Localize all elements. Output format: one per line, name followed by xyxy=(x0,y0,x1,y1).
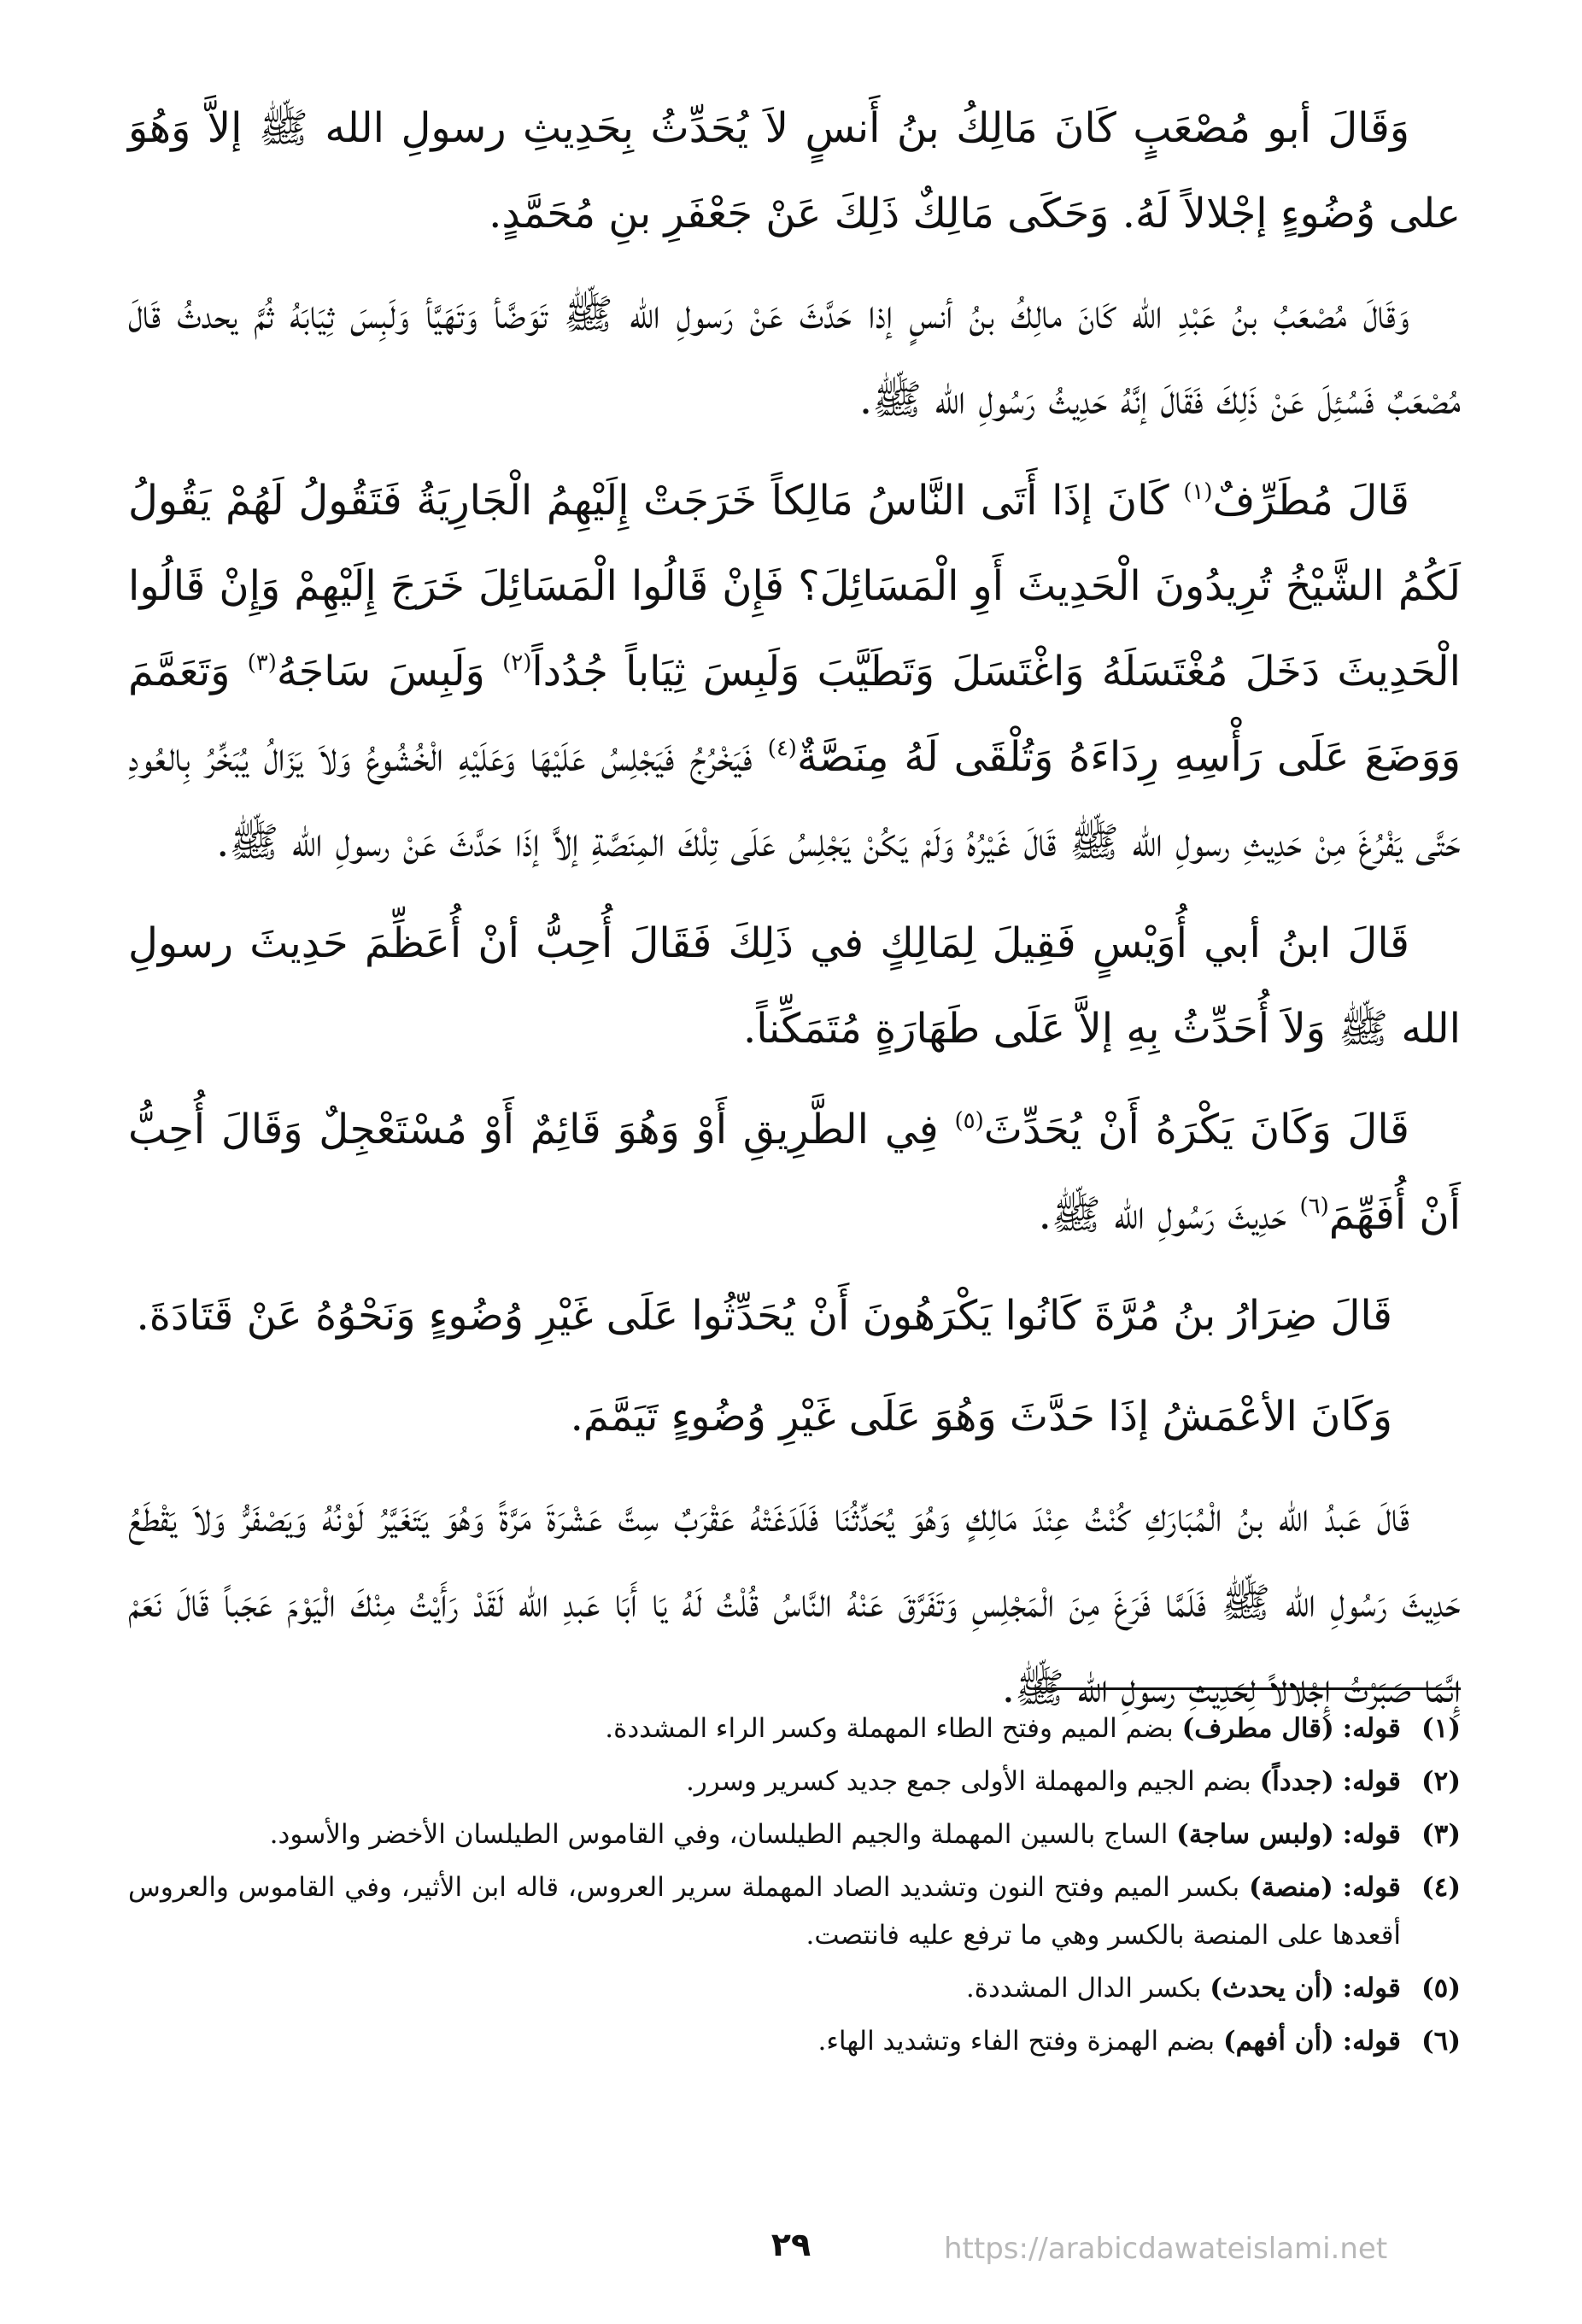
paragraph: وَقَالَ مُصْعَبُ بنُ عَبْدِ الله كَانَ مالِكُ بنُ أنسٍ إذا حَدَّثَ عَنْ رَسولِ الله ﷺ تَوَضَّأ وَتَهَيَّأ وَلَبِسَ ثِيَابَهُ ثُمَّ يحدثُ قَالَ مُصْعَبٌ فَسُئِلَ عَنْ ذَلِكَ فَقَالَ إنَّهُ حَدِيثُ رَسُولِ الله ﷺ. xyxy=(128,290,1461,424)
footnote-text: الساج بالسين المهملة والجيم الطيلسان، وفي القاموس الطيلسان الأخضر والأسود. xyxy=(269,1819,1177,1850)
footnote-key: قوله: xyxy=(1342,1819,1401,1850)
paragraph-text: قَالَ وَكَانَ يَكْرَهُ أَنْ يُحَدِّثَ xyxy=(983,1106,1409,1153)
footnote-term: (أن يحدث) xyxy=(1210,1973,1334,2004)
paragraph: وَقَالَ أبو مُصْعَبٍ كَانَ مَالِكُ بنُ أَنسٍ لاَ يُحَدِّثُ بِحَدِيثِ رسولِ الله ﷺ إلاَّ وَهُوَ على وُضُوءٍ إجْلالاً لَهُ. وَحَكَى مَالِكٌ ذَلِكَ عَنْ جَعْفَرِ بنِ مُحَمَّدٍ. xyxy=(128,104,1461,238)
paragraph-text: فَيَخْرُجُ فَيَجْلِسُ عَلَيْهَا وَعَلَيْهِ الْخُشُوعُ وَلاَ يَزَالُ يُبَخِّرُ بِالعُودِ حَتَّى يَفْرُغَ مِنْ حَدِيثِ رسولِ الله ﷺ قَالَ غَيْرُهُ وَلَمْ يَكُنْ يَجْلِسُ عَلَى تِلْكَ المِنَصَّةِ إلاَّ إذَا حَدَّثَ عَنْ رسولِ الله ﷺ. xyxy=(128,733,1461,866)
footnote-body xyxy=(128,1810,1401,1858)
paragraph: قَالَ ابنُ أبي أُوَيْسٍ فَقِيلَ لِمَالِكٍ في ذَلِكَ فَقَالَ أُحِبُّ أنْ أُعَظِّمَ حَدِيثَ رسولِ الله ﷺ وَلاَ أُحَدِّثُ بِهِ إلاَّ عَلَى طَهَارَةٍ مُتَمَكِّناً. xyxy=(128,919,1461,1053)
footnote-text: بضم الجيم والمهملة الأولى جمع جديد كسرير وسرر. xyxy=(685,1766,1260,1797)
paragraph: قَالَ عَبدُ الله بنُ الْمُبَارَكِ كُنْتُ عِنْدَ مَالِكٍ وَهُوَ يُحَدِّثُنَا فَلَدَغَتْهُ عَقْرَبٌ سِتَّ عَشْرَةَ مَرَّةً وَهُوَ يَتَغَيَّرُ لَوْنُهُ وَيَصْفَرُّ وَلاَ يَقْطَعُ حَدِيثَ رَسُولِ الله ﷺ فَلَمَّا فَرَغَ مِنَ الْمَجْلِسِ وَتَفَرَّقَ عَنْهُ النَّاسُ قُلْتُ لَهُ يَا أَبَا عَبدِ الله لَقَدْ رَأَيْتُ مِنْكَ الْيَوْمَ عَجَباً قَالَ نَعَمْ إِنَّمَا صَبَرْتُ إِجْلالاً لِحَدِيثِ رسولِ الله ﷺ. xyxy=(128,1494,1461,1712)
footnote-ref: (٦) xyxy=(1299,1194,1329,1219)
footnote-number: (٢) xyxy=(1421,1766,1461,1797)
footnote xyxy=(128,2017,1461,2065)
footnote xyxy=(128,1758,1461,1805)
footnote-body xyxy=(128,1705,1401,1752)
footnote-text: بكسر الدال المشددة. xyxy=(965,1973,1210,2004)
footnote-body xyxy=(128,1758,1401,1805)
footnote-body xyxy=(128,1964,1401,2012)
footnote-body xyxy=(128,2017,1401,2065)
paragraph-text: وَتَعَمَّمَ وَوَضَعَ عَلَى رَأْسِهِ رِدَاءَهُ وَتُلْقَى لَهُ مِنَصَّةٌ xyxy=(128,648,1461,781)
footnote-term: (جدداً) xyxy=(1259,1766,1334,1797)
page-number: ٢٩ xyxy=(770,2226,812,2263)
main-text xyxy=(128,85,1461,1746)
footnote xyxy=(128,1810,1461,1858)
footnote-number: (٥) xyxy=(1421,1973,1461,2004)
paragraph-text: وَلَبِسَ سَاجَهُ xyxy=(276,648,503,695)
footnote-number: (٣) xyxy=(1421,1819,1461,1850)
footnote-text: بكسر الميم وفتح النون وتشديد الصاد المهملة سرير العروس، قاله ابن الأثير، وفي القاموس والعروس أقعدها على المنصة بالكسر وهي ما ترفع عليه فانتصت. xyxy=(128,1872,1401,1951)
footnote-number: (٦) xyxy=(1421,2026,1461,2057)
footnote xyxy=(128,1964,1461,2012)
footnote-term: (منصة) xyxy=(1248,1872,1333,1903)
paragraph: قَالَ ضِرَارُ بنُ مُرَّةَ كَانُوا يَكْرَهُونَ أَنْ يُحَدِّثُوا عَلَى غَيْرِ وُضُوءٍ وَنَحْوُهُ عَنْ قَتَادَةَ. xyxy=(136,1292,1392,1340)
paragraph-text: حَدِيثَ رَسُولِ الله ﷺ. xyxy=(1038,1191,1300,1239)
footnote-number: (٤) xyxy=(1421,1872,1461,1903)
footnotes xyxy=(128,1705,1461,2070)
footnote-key: قوله: xyxy=(1342,1713,1401,1744)
footnote-term: (أن أفهم) xyxy=(1222,2026,1334,2057)
footnote xyxy=(128,1863,1461,1959)
footnote-key: قوله: xyxy=(1342,1872,1401,1903)
footnote-ref: (٢) xyxy=(502,650,532,676)
footnote-ref: (٣) xyxy=(247,650,277,676)
paragraph-text: فِي الطَّرِيقِ أَوْ وَهُوَ قَائِمٌ أَوْ مُسْتَعْجِلٌ وَقَالَ أُحِبُّ أَنْ أُفَهِّمَ xyxy=(128,1106,1461,1239)
footnote-text: بضم الهمزة وفتح الفاء وتشديد الهاء. xyxy=(817,2026,1223,2057)
footnote-text: بضم الميم وفتح الطاء المهملة وكسر الراء المشددة. xyxy=(605,1713,1182,1744)
footnote-ref: (٤) xyxy=(767,736,797,761)
paragraph: وَكَانَ الأعْمَشُ إذَا حَدَّثَ وَهُوَ عَلَى غَيْرِ وُضُوءٍ تَيَمَّمَ. xyxy=(570,1393,1392,1441)
watermark-url: https://arabicdawateislami.net xyxy=(944,2232,1388,2266)
footnote-key: قوله: xyxy=(1342,1766,1401,1797)
paragraph-text: كَانَ إذَا أَتَى النَّاسُ مَالِكاً خَرَجَتْ إِلَيْهِمُ الْجَارِيَةُ فَتَقُولُ لَهُمْ يَقُولُ لَكُمُ الشَّيْخُ تُرِيدُونَ الْحَدِيثَ أَوِ الْمَسَائِلَ؟ فَإِنْ قَالُوا الْمَسَائِلَ خَرَجَ إِلَيْهِمْ وَإِنْ قَالُوا الْحَدِيثَ دَخَلَ مُغْتَسَلَهُ وَاغْتَسَلَ وَتَطَيَّبَ وَلَبِسَ ثِيَاباً جُدُداً xyxy=(128,477,1462,695)
footnote-ref: (٥) xyxy=(954,1108,984,1134)
footnote-term: (قال مطرف) xyxy=(1181,1713,1334,1744)
footnote-key: قوله: xyxy=(1342,1973,1401,2004)
paragraph xyxy=(128,1087,1461,1258)
footnote-key: قوله: xyxy=(1342,2026,1401,2057)
footnote-term: (ولبس ساجة) xyxy=(1176,1819,1334,1850)
footnote-body xyxy=(128,1863,1401,1959)
footnote-ref: (١) xyxy=(1183,479,1213,505)
footnote-number: (١) xyxy=(1421,1713,1461,1744)
paragraph xyxy=(128,458,1461,885)
footnote xyxy=(128,1705,1461,1752)
paragraph-text: قَالَ مُطَرِّفٌ xyxy=(1212,477,1410,525)
footnote-divider xyxy=(1034,1687,1461,1690)
